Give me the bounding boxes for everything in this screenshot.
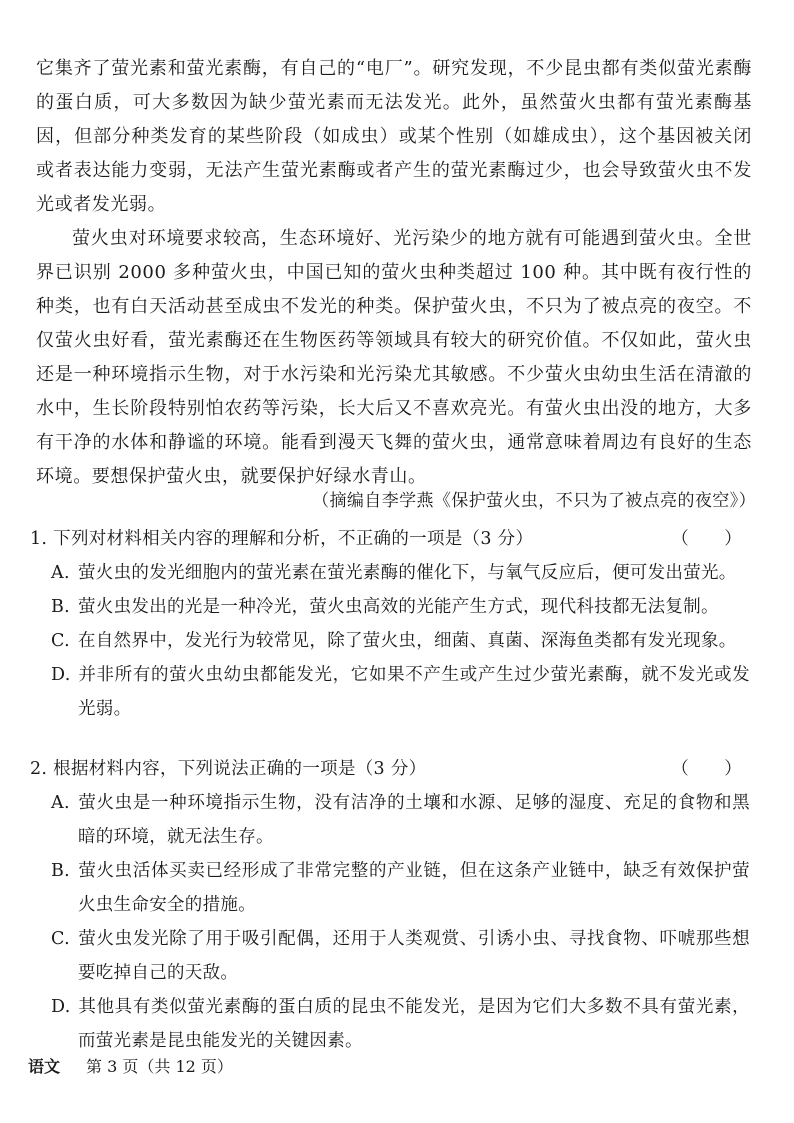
passage-paragraph-2: 萤火虫对环境要求较高，生态环境好、光污染少的地方就有可能遇到萤火虫。全世界已识别 2000 多种萤火虫，中国已知的萤火虫种类超过 100 种。其中既有夜行性的种类，也有白天活动甚至成虫不发光的种类。保护萤火虫，不只为了被点亮的夜空。不仅萤火虫好看，萤光素酶还在生物医药等领域具有较大的研究价值。不仅如此，萤火虫还是一种环境指示生物，对于水污染和光污染尤其敏感。不少萤火虫幼虫生活在清澈的水中，生长阶段特别怕农药等污染，长大后又不喜欢亮光。有萤火虫出没的地方，大多有干净的水体和静谧的环境。能看到漫天飞舞的萤火虫，通常意味着周边有良好的生态环境。要想保护萤火虫，就要保护好绿水青山。 [36,228,752,487]
reading-passage [36,52,752,494]
question-1 [30,522,750,726]
question-1-option-d[interactable] [30,658,750,726]
footer-page-number: 第 3 页（共 12 页） [86,1057,233,1076]
question-1-text: 1. 下列对材料相关内容的理解和分析，不正确的一项是（3 分） [30,529,534,549]
question-2-answer-blank[interactable]: （ ） [671,759,742,779]
question-1-answer-blank[interactable]: （ ） [671,529,742,549]
question-2-option-d[interactable] [30,990,750,1058]
question-2-option-c[interactable] [30,922,750,990]
option-letter: D. [51,665,71,685]
option-text: 萤火虫活体买卖已经形成了非常完整的产业链，但在这条产业链中，缺乏有效保护萤火虫生命安全的措施。 [78,861,750,915]
option-letter: A. [51,563,70,583]
question-1-stem [30,522,750,556]
question-2-text: 2. 根据材料内容，下列说法正确的一项是（3 分） [30,759,427,779]
option-text: 其他具有类似萤光素酶的蛋白质的昆虫不能发光，是因为它们大多数不具有萤光素，而萤光素是昆虫能发光的关键因素。 [78,997,750,1051]
option-text: 萤火虫发出的光是一种冷光，萤火虫高效的光能产生方式，现代科技都无法复制。 [78,597,719,617]
option-letter: C. [51,631,70,651]
question-2-stem [30,752,750,786]
question-2-option-a[interactable] [30,786,750,854]
question-1-option-c[interactable] [30,624,750,658]
question-2-option-b[interactable] [30,854,750,922]
option-text: 并非所有的萤火虫幼虫都能发光，它如果不产生或产生过少萤光素酶，就不发光或发光弱。 [78,665,750,719]
passage-source: （摘编自李学燕《保护萤火虫，不只为了被点亮的夜空》） [312,491,756,511]
question-1-option-b[interactable] [30,590,750,624]
option-letter: D. [51,997,71,1017]
option-text: 萤火虫是一种环境指示生物，没有洁净的土壤和水源、足够的湿度、充足的食物和黑暗的环境，就无法生存。 [78,793,750,847]
option-text: 萤火虫发光除了用于吸引配偶，还用于人类观赏、引诱小虫、寻找食物、吓唬那些想要吃掉自己的天敌。 [78,929,750,983]
option-letter: B. [51,861,71,881]
option-letter: C. [51,929,70,949]
option-letter: A. [51,793,70,813]
footer-subject: 语文 [28,1057,61,1076]
option-text: 萤火虫的发光细胞内的萤光素在萤光素酶的催化下，与氧气反应后，便可发出萤光。 [78,563,737,583]
question-1-option-a[interactable] [30,556,750,590]
passage-paragraph-1: 它集齐了萤光素和萤光素酶，有自己的“电厂”。研究发现，不少昆虫都有类似萤光素酶的蛋白质，可大多数因为缺少萤光素而无法发光。此外，虽然萤火虫都有萤光素酶基因，但部分种类发育的某些阶段（如成虫）或某个性别（如雄成虫），这个基因被关闭或者表达能力变弱，无法产生萤光素酶或者产生的萤光素酶过少，也会导致萤火虫不发光或者发光弱。 [36,58,752,215]
option-text: 在自然界中，发光行为较常见，除了萤火虫，细菌、真菌、深海鱼类都有发光现象。 [78,631,737,651]
page-footer [28,1054,233,1080]
question-2 [30,752,750,1058]
option-letter: B. [51,597,71,617]
